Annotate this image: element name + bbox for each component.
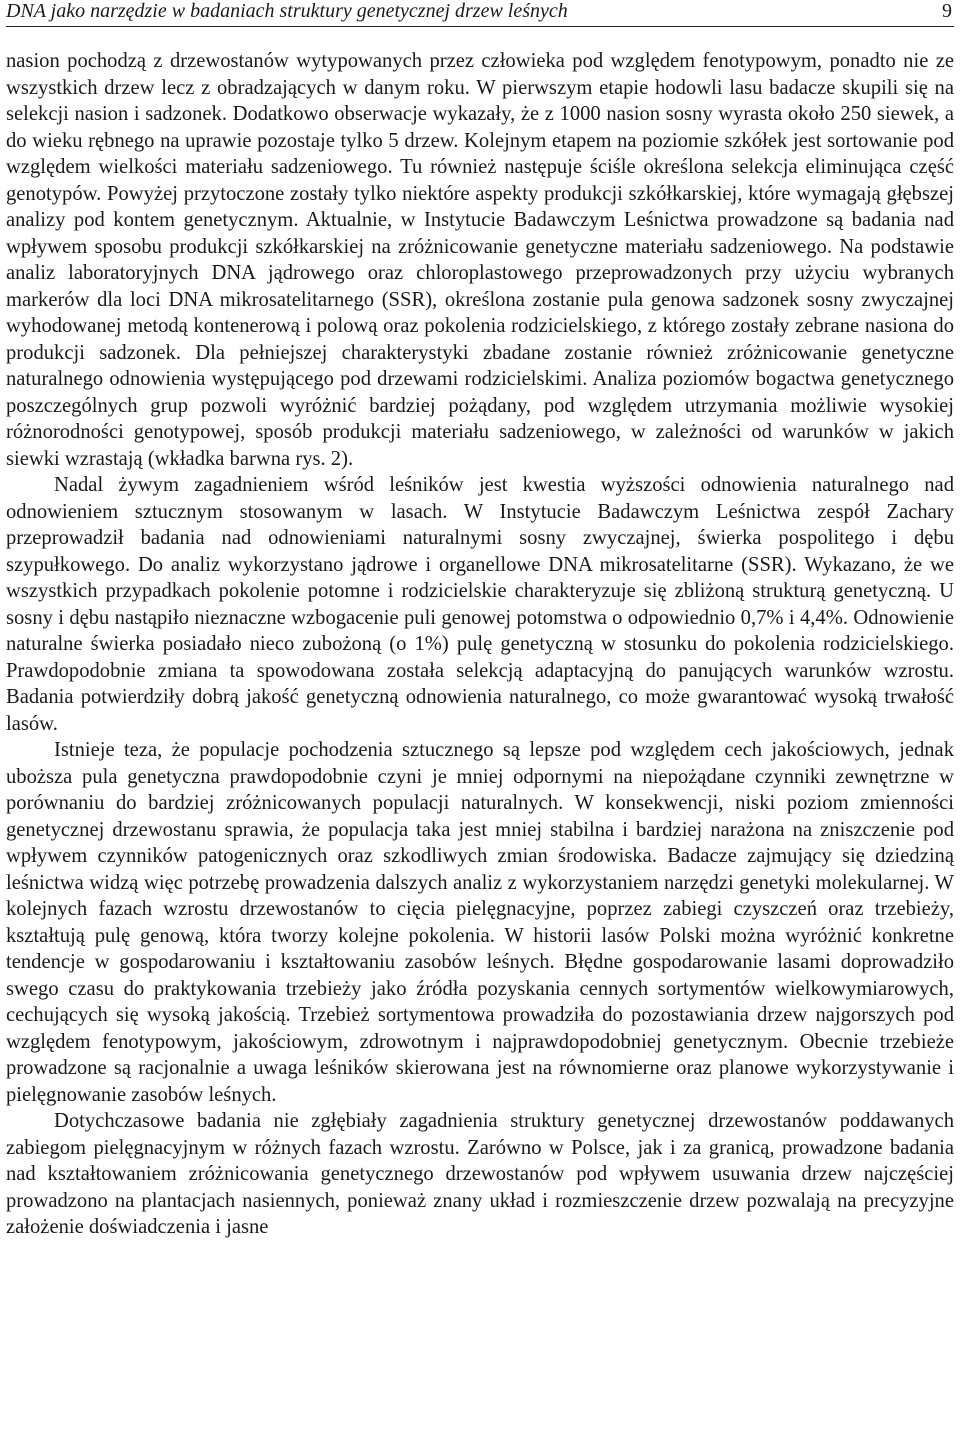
paragraph: Istnieje teza, że populacje pochodzenia sztucznego są lepsze pod względem cech jakościowych, jednak uboższa pula genetyczna prawdopodobnie czyni je mniej odpornymi na niepożądane czynniki zewnętrzne w porównaniu do bardziej zróżnicowanych populacji naturalnych. W konsekwencji, niski poziom zmienności genetycznej drzewostanu sprawia, że populacja taka jest mniej stabilna i bardziej narażona na zniszczenie pod wpływem czynników patogenicznych oraz szkodliwych zmian środowiska. Badacze zajmujący się dziedziną leśnictwa widzą więc potrzebę prowadzenia dalszych analiz z wykorzystaniem narzędzi genetyki molekularnej. W kolejnych fazach wzrostu drzewostanów to cięcia pielęgnacyjne, poprzez zabiegi czyszczeń oraz trzebieży, kształtują pulę genową, która tworzy kolejne pokolenia. W historii lasów Polski można wyróżnić konkretne tendencje w gospodarowaniu i kształtowaniu zasobów leśnych. Błędne gospodarowanie lasami doprowadziło swego czasu do praktykowania trzebieży jako źródła pozyskania cennych sortymentów wielkowymiarowych, cechujących się wysoką jakością. Trzebież sortymentowa prowadziła do pozostawiania drzew najgorszych pod względem fenotypowym, jakościowym, zdrowotnym i najprawdopodobniej genetycznym. Obecnie trzebieże prowadzone są racjonalnie a uwaga leśników skierowana jest na równomierne oraz planowe wykorzystywanie i pielęgnowanie zasobów leśnych.: [6, 739, 954, 1106]
document-page: [6, 0, 954, 1241]
body-text: [6, 48, 954, 1241]
running-title: DNA jako narzędzie w badaniach struktury genetycznej drzew leśnych: [6, 0, 568, 22]
paragraph: Nadal żywym zagadnieniem wśród leśników jest kwestia wyższości odnowienia naturalnego nad odnowieniem sztucznym stosowanym w lasach. W Instytucie Badawczym Leśnictwa zespół Zachary przeprowadził badania nad odnowieniami naturalnymi sosny zwyczajnej, świerka pospolitego i dębu szypułkowego. Do analiz wykorzystano jądrowe i organellowe DNA mikrosatelitarne (SSR). Wykazano, że we wszystkich przypadkach pokolenie potomne i rodzicielskie charakteryzuje się zbliżoną strukturą genetyczną. U sosny i dębu nastąpiło nieznaczne wzbogacenie puli genowej potomstwa o odpowiednio 0,7% i 4,4%. Odnowienie naturalne świerka posiadało nieco zubożoną (o 1%) pulę genetyczną w stosunku do pokolenia rodzicielskiego. Prawdopodobnie zmiana ta spowodowana została selekcją adaptacyjną do panujących warunków wzrostu. Badania potwierdziły dobrą jakość genetyczną odnowienia naturalnego, co może gwarantować wysoką trwałość lasów.: [6, 474, 954, 735]
paragraph: nasion pochodzą z drzewostanów wytypowanych przez człowieka pod względem fenotypowym, ponadto nie ze wszystkich drzew lecz z obradzających w danym roku. W pierwszym etapie hodowli lasu badacze skupili się na selekcji nasion i sadzonek. Dodatkowo obserwacje wykazały, że z 1000 nasion sosny wyrasta około 250 siewek, a do wieku rębnego na uprawie pozostaje tylko 5 drzew. Kolejnym etapem na poziomie szkółek jest sortowanie pod względem wielkości materiału sadzeniowego. Tu również następuje ściśle określona selekcja eliminująca część genotypów. Powyżej przytoczone zostały tylko niektóre aspekty produkcji szkółkarskiej, które wymagają głębszej analizy pod kontem genetycznym. Aktualnie, w Instytucie Badawczym Leśnictwa prowadzone są badania nad wpływem sposobu produkcji szkółkarskiej na zróżnicowanie genetyczne materiału sadzeniowego. Na podstawie analiz laboratoryjnych DNA jądrowego oraz chloroplastowego przeprowadzonych przy użyciu wybranych markerów dla loci DNA mikrosatelitarnego (SSR), określona zostanie pula genowa sadzonek sosny zwyczajnej wyhodowanej metodą kontenerową i polową oraz pokolenia rodzicielskiego, z którego zostały zebrane nasiona do produkcji sadzonek. Dla pełniejszej charakterystyki zbadane zostanie również zróżnicowanie genetyczne naturalnego odnowienia występującego pod drzewami rodzicielskimi. Analiza poziomów bogactwa genetycznego poszczególnych grup pozwoli wyróżnić bardziej pożądany, pod względem utrzymania możliwie wysokiej różnorodności genotypowej, sposób produkcji materiału sadzeniowego, w zależności od warunków w jakich siewki wzrastają (wkładka barwna rys. 2).: [6, 50, 954, 470]
page-number: 9: [942, 0, 952, 22]
paragraph: Dotychczasowe badania nie zgłębiały zagadnienia struktury genetycznej drzewostanów poddawanych zabiegom pielęgnacyjnym w różnych fazach wzrostu. Zarówno w Polsce, jak i za granicą, prowadzone badania nad kształtowaniem zróżnicowania genetycznego drzewostanów pod wpływem usuwania drzew najczęściej prowadzono na plantacjach nasiennych, ponieważ znany układ i rozmieszczenie drzew pozwalają na precyzyjne założenie doświadczenia i jasne: [6, 1110, 954, 1238]
running-header: [6, 0, 954, 27]
